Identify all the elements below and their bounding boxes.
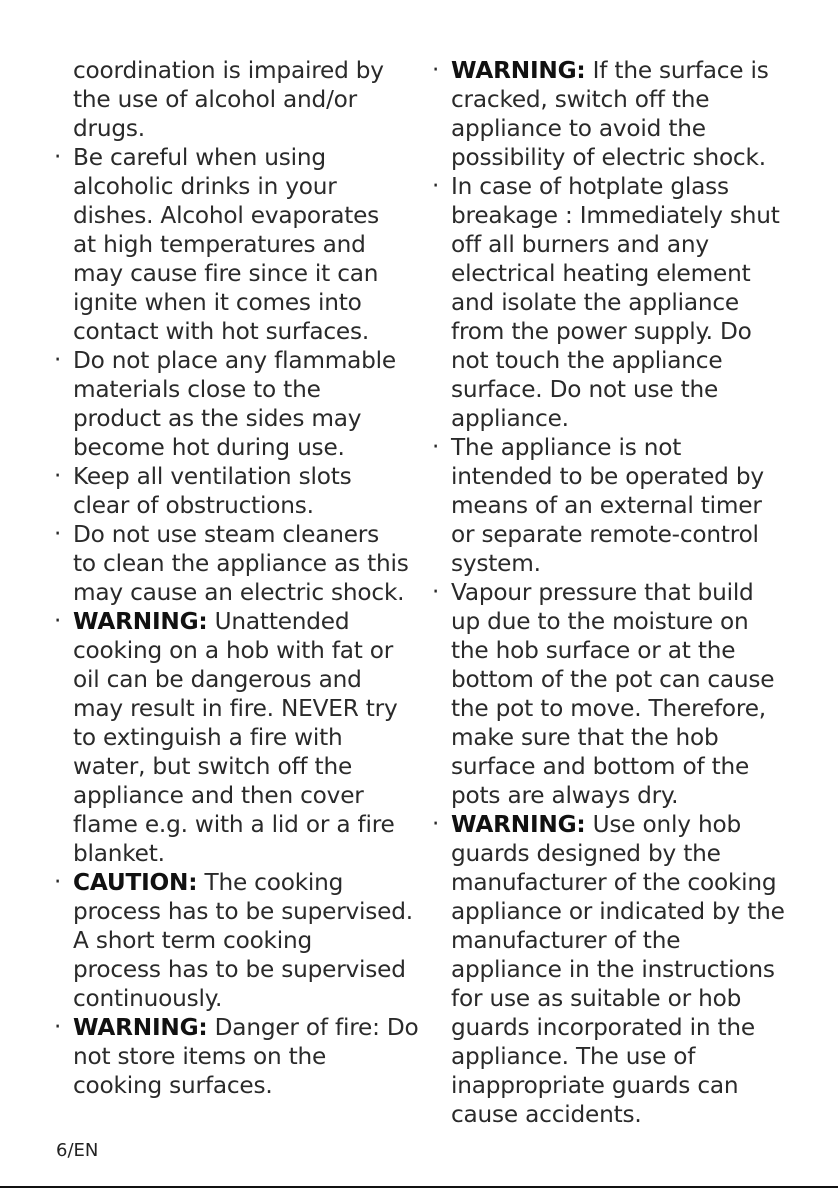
text-line [451, 259, 784, 288]
text-line [73, 984, 418, 1013]
bullet-item [434, 172, 784, 433]
text-segment: oil can be dangerous and [73, 666, 362, 693]
text-line [73, 433, 418, 462]
text-segment: manufacturer of the [451, 927, 681, 954]
text-line [73, 288, 418, 317]
text-line [451, 955, 784, 984]
text-segment: to extinguish a fire with [73, 724, 343, 751]
text-segment: to clean the appliance as this [73, 550, 409, 577]
text-line [73, 1071, 418, 1100]
text-segment: Be careful when using [73, 144, 326, 171]
text-segment: at high temperatures and [73, 231, 366, 258]
text-line [451, 752, 784, 781]
warning-keyword: WARNING: [451, 811, 586, 838]
text-segment: materials close to the [73, 376, 321, 403]
text-segment: appliance. The use of [451, 1043, 696, 1070]
text-segment: may cause an electric shock. [73, 579, 405, 606]
text-segment: guards designed by the [451, 840, 721, 867]
text-segment: and isolate the appliance [451, 289, 739, 316]
text-segment: flame e.g. with a lid or a fire [73, 811, 395, 838]
text-segment: appliance. [451, 405, 569, 432]
text-segment: the pot to move. Therefore, [451, 695, 766, 722]
bullet-item [56, 143, 418, 346]
text-segment: from the power supply. Do [451, 318, 752, 345]
text-segment: Do not place any flammable [73, 347, 396, 374]
text-segment: the hob surface or at the [451, 637, 736, 664]
text-line [451, 56, 784, 85]
text-segment: possibility of electric shock. [451, 144, 766, 171]
text-segment: up due to the moisture on [451, 608, 749, 635]
text-segment: A short term cooking [73, 927, 313, 954]
text-line [73, 636, 418, 665]
text-segment: ignite when it comes into [73, 289, 362, 316]
text-line [73, 375, 418, 404]
text-line [451, 462, 784, 491]
text-line [451, 781, 784, 810]
text-segment: cooking on a hob with fat or [73, 637, 394, 664]
text-line [73, 839, 418, 868]
left-column [56, 56, 418, 1100]
text-segment: coordination is impaired by [73, 57, 384, 84]
text-line [451, 1071, 784, 1100]
text-line [451, 201, 784, 230]
text-line [73, 665, 418, 694]
text-line [451, 868, 784, 897]
text-line [73, 404, 418, 433]
text-segment: clear of obstructions. [73, 492, 314, 519]
text-line [451, 404, 784, 433]
text-segment: system. [451, 550, 541, 577]
text-line [451, 665, 784, 694]
text-line [73, 230, 418, 259]
text-line [451, 230, 784, 259]
text-line [73, 143, 418, 172]
text-segment: appliance or indicated by the [451, 898, 785, 925]
text-segment: breakage : Immediately shut [451, 202, 780, 229]
text-line [451, 636, 784, 665]
text-segment: surface. Do not use the [451, 376, 719, 403]
right-column [434, 56, 784, 1129]
paragraph [56, 56, 418, 143]
text-line [451, 346, 784, 375]
text-line [73, 346, 418, 375]
text-line [73, 114, 418, 143]
bullet-item [56, 607, 418, 868]
text-line [73, 955, 418, 984]
page-number: 6/EN [56, 1140, 99, 1161]
text-segment: surface and bottom of the [451, 753, 750, 780]
text-line [73, 1013, 418, 1042]
text-line [451, 85, 784, 114]
text-segment: dishes. Alcohol evaporates [73, 202, 380, 229]
text-line [451, 143, 784, 172]
text-line [73, 259, 418, 288]
text-segment: inappropriate guards can [451, 1072, 739, 1099]
text-line [451, 317, 784, 346]
text-segment: off all burners and any [451, 231, 709, 258]
text-line [451, 491, 784, 520]
text-segment: cracked, switch off the [451, 86, 710, 113]
text-segment: means of an external timer [451, 492, 762, 519]
text-line [451, 984, 784, 1013]
text-segment: drugs. [73, 115, 145, 142]
text-segment: If the surface is [585, 57, 769, 84]
warning-keyword: WARNING: [73, 608, 208, 635]
text-segment: bottom of the pot can cause [451, 666, 775, 693]
text-line [451, 926, 784, 955]
bullet-item [56, 1013, 418, 1100]
text-line [451, 375, 784, 404]
text-line [451, 1042, 784, 1071]
bullet-item [434, 433, 784, 578]
text-line [73, 752, 418, 781]
text-line [451, 288, 784, 317]
text-line [451, 520, 784, 549]
warning-keyword: WARNING: [451, 57, 586, 84]
text-line [451, 897, 784, 926]
text-segment: pots are always dry. [451, 782, 679, 809]
text-segment: cooking surfaces. [73, 1072, 273, 1099]
text-segment: Use only hob [585, 811, 741, 838]
bullet-item [56, 346, 418, 462]
text-segment: intended to be operated by [451, 463, 764, 490]
text-segment: process has to be supervised. [73, 898, 413, 925]
text-segment: or separate remote-control [451, 521, 759, 548]
text-line [451, 810, 784, 839]
text-segment: blanket. [73, 840, 165, 867]
text-line [73, 1042, 418, 1071]
text-segment: the use of alcohol and/or [73, 86, 357, 113]
text-line [73, 201, 418, 230]
text-line [73, 607, 418, 636]
text-segment: guards incorporated in the [451, 1014, 755, 1041]
text-line [73, 694, 418, 723]
bullet-item [56, 868, 418, 1013]
text-line [73, 781, 418, 810]
text-segment: Danger of fire: Do [207, 1014, 419, 1041]
text-line [73, 578, 418, 607]
text-segment: appliance to avoid the [451, 115, 706, 142]
text-line [73, 520, 418, 549]
text-line [451, 1013, 784, 1042]
text-line [73, 172, 418, 201]
text-segment: appliance in the instructions [451, 956, 775, 983]
text-segment: Vapour pressure that build [451, 579, 754, 606]
text-segment: alcoholic drinks in your [73, 173, 337, 200]
text-segment: continuously. [73, 985, 223, 1012]
text-line [451, 172, 784, 201]
text-segment: The cooking [197, 869, 344, 896]
text-segment: contact with hot surfaces. [73, 318, 369, 345]
text-line [451, 433, 784, 462]
text-line [73, 810, 418, 839]
text-segment: may result in fire. NEVER try [73, 695, 398, 722]
text-segment: make sure that the hob [451, 724, 719, 751]
text-line [73, 549, 418, 578]
text-segment: process has to be supervised [73, 956, 406, 983]
text-segment: Do not use steam cleaners [73, 521, 380, 548]
text-line [73, 723, 418, 752]
text-segment: manufacturer of the cooking [451, 869, 777, 896]
text-segment: not touch the appliance [451, 347, 723, 374]
text-segment: not store items on the [73, 1043, 327, 1070]
text-line [73, 462, 418, 491]
text-line [451, 839, 784, 868]
text-line [73, 317, 418, 346]
bullet-item [434, 578, 784, 810]
text-segment: become hot during use. [73, 434, 345, 461]
text-line [73, 491, 418, 520]
text-segment: electrical heating element [451, 260, 751, 287]
bullet-item [56, 520, 418, 607]
text-line [73, 868, 418, 897]
text-segment: The appliance is not [451, 434, 682, 461]
text-line [451, 694, 784, 723]
text-line [451, 549, 784, 578]
text-segment: may cause fire since it can [73, 260, 379, 287]
text-segment: appliance and then cover [73, 782, 364, 809]
text-line [451, 723, 784, 752]
text-segment: Unattended [207, 608, 350, 635]
bullet-item [434, 810, 784, 1129]
text-line [451, 578, 784, 607]
text-segment: cause accidents. [451, 1101, 642, 1128]
text-line [73, 85, 418, 114]
text-line [73, 926, 418, 955]
text-segment: Keep all ventilation slots [73, 463, 352, 490]
text-line [451, 1100, 784, 1129]
warning-keyword: WARNING: [73, 1014, 208, 1041]
text-segment: water, but switch off the [73, 753, 353, 780]
bullet-item [56, 462, 418, 520]
warning-keyword: CAUTION: [73, 869, 198, 896]
text-line [73, 897, 418, 926]
text-segment: product as the sides may [73, 405, 362, 432]
text-segment: In case of hotplate glass [451, 173, 729, 200]
text-line [451, 114, 784, 143]
bullet-item [434, 56, 784, 172]
text-line [73, 56, 418, 85]
text-segment: for use as suitable or hob [451, 985, 742, 1012]
text-line [451, 607, 784, 636]
footer-rule [0, 1186, 838, 1188]
